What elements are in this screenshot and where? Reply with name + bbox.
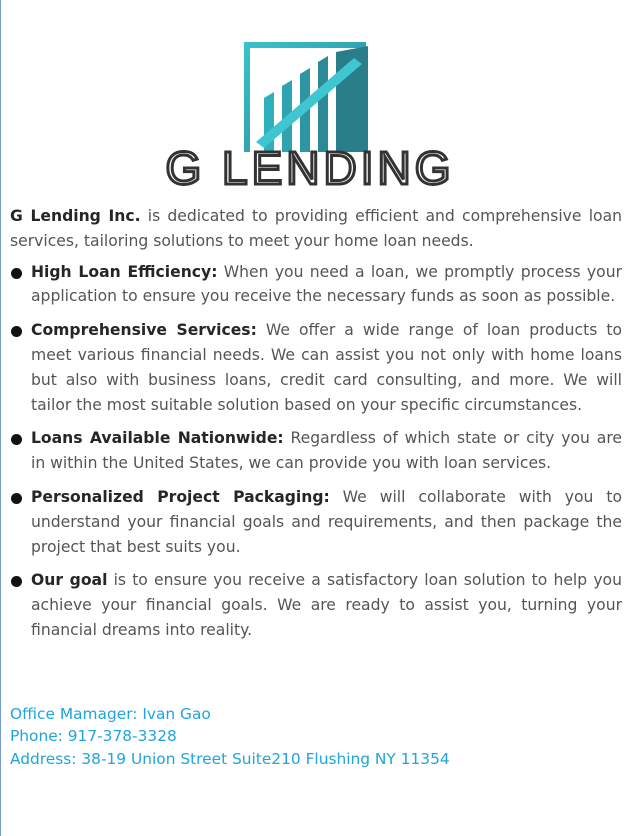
list-item	[10, 485, 622, 559]
item-text: We offer a wide range of loan products to meet various financial needs. We can assist you not only with home loans but also with business loans, credit card consulting, and more. We will tailor the most suitable solution based on your specific circumstances.	[31, 321, 622, 414]
bullet-icon	[11, 326, 22, 337]
brand-wordmark	[110, 136, 510, 196]
office-address: Address: 38-19 Union Street Suite210 Flushing NY 11354	[10, 749, 450, 768]
page-left-border	[0, 0, 1, 836]
intro-text: is dedicated to providing efficient and comprehensive loan services, tailoring solutions to meet your home loan needs.	[10, 207, 623, 250]
item-text: is to ensure you receive a satisfactory loan solution to help you achieve your financial goals. We are ready to assist you, turning your financial dreams into reality.	[31, 571, 622, 639]
item-title: Personalized Project Packaging:	[31, 487, 330, 506]
item-title: Our goal	[31, 571, 108, 590]
contact-info	[10, 703, 450, 770]
company-name: G Lending Inc.	[10, 207, 141, 225]
item-text: Regardless of which state or city you are in within the United States, we can provide you with loan services.	[31, 429, 623, 473]
item-title: Comprehensive Services:	[31, 321, 257, 340]
office-manager: Office Mamager: Ivan Gao	[10, 705, 211, 723]
list-item	[10, 426, 622, 476]
list-item	[10, 568, 622, 642]
item-title: Loans Available Nationwide:	[31, 429, 284, 448]
bullet-icon	[11, 434, 22, 445]
bullet-icon	[11, 268, 22, 279]
intro-paragraph	[10, 204, 622, 254]
brand-text: G LENDING	[165, 142, 455, 194]
bullet-icon	[11, 493, 22, 504]
bullet-icon	[11, 576, 22, 587]
item-title: High Loan Efficiency:	[31, 262, 218, 281]
item-text: When you need a loan, we promptly process your application to ensure you receive the necessary funds as soon as possible.	[31, 262, 622, 306]
main-content	[10, 204, 622, 652]
g-lending-logo	[110, 40, 510, 200]
list-item	[10, 260, 622, 310]
item-text: We will collaborate with you to understand your financial goals and requirements, and then package the project that best suits you.	[31, 487, 622, 556]
phone-number: Phone: 917-378-3328	[10, 727, 177, 746]
list-item	[10, 318, 622, 417]
